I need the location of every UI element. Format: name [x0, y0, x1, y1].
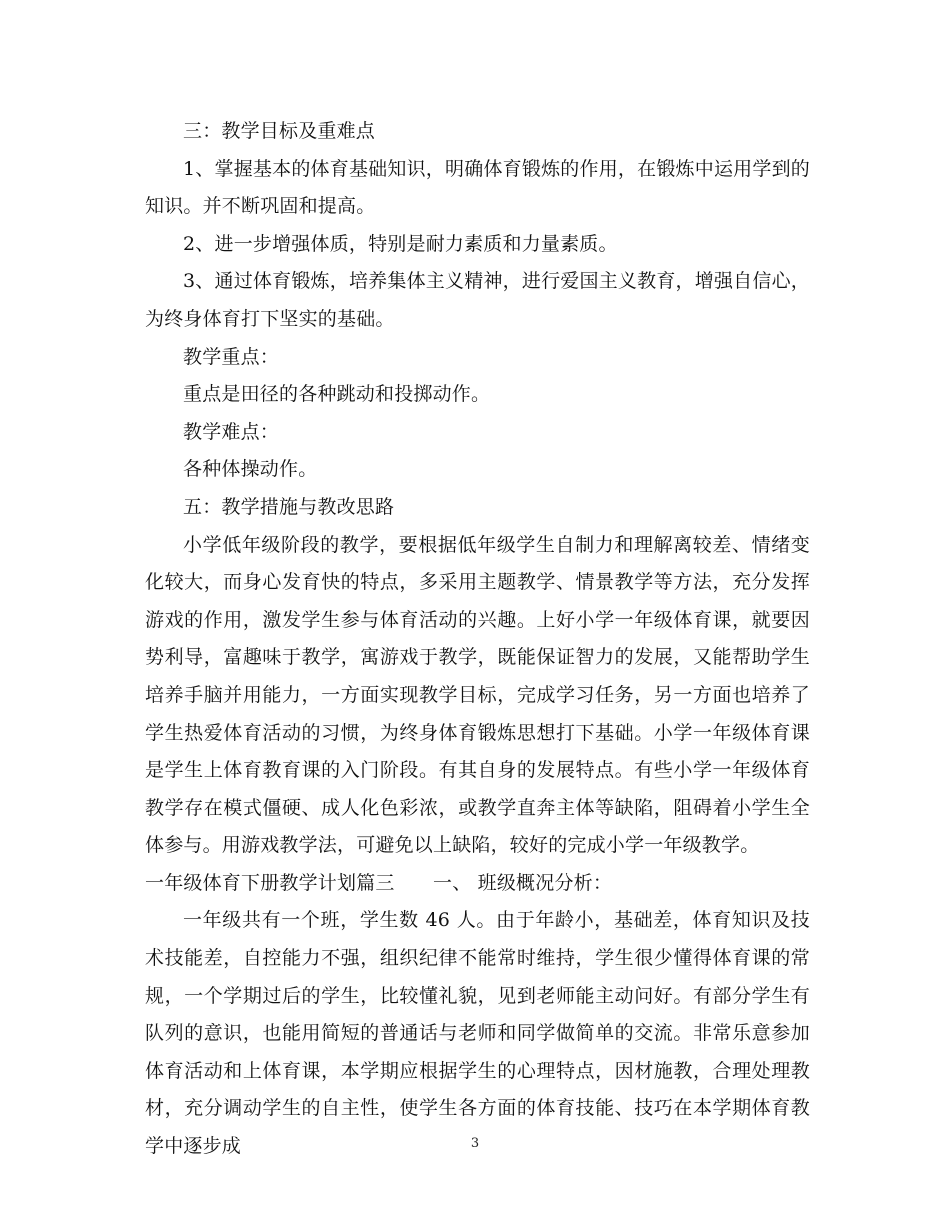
goal-item-3: 3、通过体育锻炼，培养集体主义精神，进行爱国主义教育，增强自信心，为终身体育打下坚实的基础。	[145, 270, 810, 330]
key-points-text: 重点是田径的各种跳动和投掷动作。	[183, 383, 491, 406]
class-overview-paragraph: 一年级共有一个班，学生数 46 人。由于年龄小，基础差，体育知识及技术技能差，自控能力不强，组织纪律不能常时维持，学生很少懂得体育课的常规，一个学期过后的学生，比较懂礼貌，见到老师能主动问好。有部分学生有队列的意识，也能用简短的普通话与老师和同学做简单的交流。非常乐意参加体育活动和上体育课，本学期应根据学生的心理特点，因材施教，合理处理教材，充分调动学生的自主性，使学生各方面的体育技能、技巧在本学期体育教学中逐步成	[145, 909, 810, 1158]
plan-three-heading: 一年级体育下册教学计划篇三 一、 班级概况分析：	[145, 871, 613, 894]
document-body	[145, 113, 810, 1166]
key-points-heading: 教学重点：	[183, 345, 280, 368]
difficult-points-text: 各种体操动作。	[183, 458, 318, 481]
section-heading-measures: 五：教学措施与教改思路	[183, 495, 395, 518]
page-number: 3	[470, 1136, 480, 1151]
goal-item-1: 1、掌握基本的体育基础知识，明确体育锻炼的作用，在锻炼中运用学到的知识。并不断巩固和提高。	[145, 157, 810, 218]
section-heading-goals: 三：教学目标及重难点	[183, 120, 376, 142]
difficult-points-heading: 教学难点：	[183, 420, 280, 443]
goal-item-2: 2、进一步增强体质，特别是耐力素质和力量素质。	[183, 232, 618, 255]
measures-paragraph: 小学低年级阶段的教学，要根据低年级学生自制力和理解离较差、情绪变化较大，而身心发育快的特点，多采用主题教学、情景教学等方法，充分发挥游戏的作用，激发学生参与体育活动的兴趣。上好小学一年级体育课，就要因势利导，富趣味于教学，寓游戏于教学，既能保证智力的发展，又能帮助学生培养手脑并用能力，一方面实现教学目标，完成学习任务，另一方面也培养了学生热爱体育活动的习惯，为终身体育锻炼思想打下基础。小学一年级体育课是学生上体育教育课的入门阶段。有其自身的发展特点。有些小学一年级体育教学存在模式僵硬、成人化色彩浓，或教学直奔主体等缺陷，阻碍着小学生全体参与。用游戏教学法，可避免以上缺陷，较好的完成小学一年级教学。	[145, 533, 810, 857]
